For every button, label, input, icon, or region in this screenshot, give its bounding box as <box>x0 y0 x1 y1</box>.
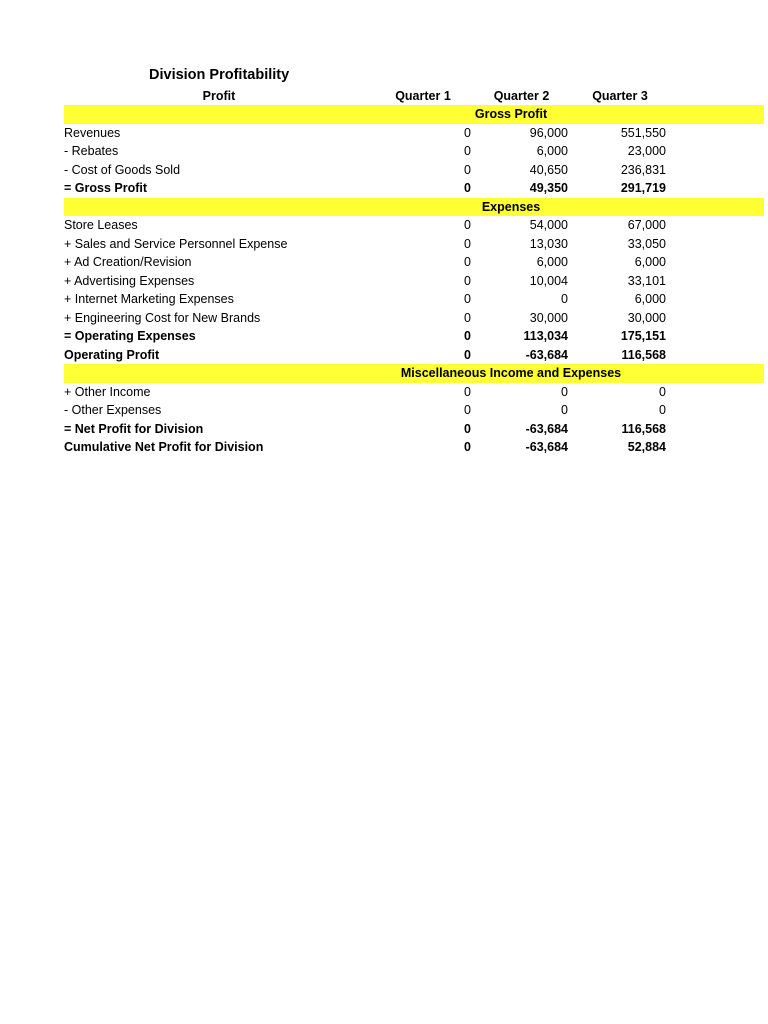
row-label: = Operating Expenses <box>64 329 196 343</box>
cell-q3: 116,568 <box>621 347 666 362</box>
section-label: Miscellaneous Income and Expenses <box>400 366 622 380</box>
cell-q3: 0 <box>659 403 666 417</box>
cell-q1: 0 <box>464 236 471 251</box>
cell-q1: 0 <box>464 329 471 343</box>
table-row <box>64 216 764 235</box>
cell-q2: 6,000 <box>536 255 568 269</box>
row-label: Revenues <box>64 125 121 140</box>
cell-q3: 33,101 <box>627 273 666 288</box>
cell-q1: 0 <box>464 440 471 454</box>
cell-q3: 30,000 <box>627 310 666 325</box>
row-label: Store Leases <box>64 218 138 232</box>
cell-q1: 0 <box>464 162 471 177</box>
cell-q2: 6,000 <box>536 144 568 158</box>
profit-table <box>64 105 764 457</box>
cell-q1: 0 <box>464 403 471 417</box>
cell-q2: 96,000 <box>529 125 568 140</box>
cell-q3: 236,831 <box>620 162 666 177</box>
cell-q1: 0 <box>464 347 471 362</box>
cell-q1: 0 <box>464 181 471 195</box>
row-label: - Other Expenses <box>64 403 162 417</box>
cell-q2: -63,684 <box>525 421 568 436</box>
cell-q1: 0 <box>464 310 471 325</box>
cell-q2: 0 <box>561 292 568 306</box>
column-header-quarter-1: Quarter 1 <box>395 89 451 103</box>
column-header-quarter-2: Quarter 2 <box>493 89 550 103</box>
cell-q3: 6,000 <box>634 292 666 306</box>
row-label: Operating Profit <box>64 347 160 362</box>
table-row <box>64 142 764 161</box>
cell-q1: 0 <box>464 273 471 288</box>
table-row <box>64 438 764 457</box>
table-row <box>64 235 764 254</box>
cell-q3: 116,568 <box>621 421 666 436</box>
cell-q1: 0 <box>464 255 471 269</box>
table-row <box>64 327 764 346</box>
cell-q3: 551,550 <box>620 125 666 140</box>
table-row <box>64 420 764 439</box>
cell-q2: -63,684 <box>525 440 568 454</box>
section-header-row <box>64 198 764 217</box>
table-row <box>64 383 764 402</box>
cell-q2: 40,650 <box>529 162 568 177</box>
row-label: - Rebates <box>64 144 119 158</box>
report-title: Division Profitability <box>149 67 290 83</box>
table-row <box>64 253 764 272</box>
row-label: Cumulative Net Profit for Division <box>64 440 264 454</box>
cell-q1: 0 <box>464 384 471 399</box>
cell-q3: 291,719 <box>620 181 666 195</box>
section-header-row <box>64 105 764 124</box>
row-label: - Cost of Goods Sold <box>64 162 181 177</box>
table-row <box>64 272 764 291</box>
cell-q2: 54,000 <box>529 218 568 232</box>
cell-q3: 0 <box>659 384 666 399</box>
row-label: + Sales and Service Personnel Expense <box>64 236 288 251</box>
cell-q2: 10,004 <box>529 273 568 288</box>
table-row <box>64 401 764 420</box>
table-row <box>64 161 764 180</box>
cell-q3: 175,151 <box>620 329 666 343</box>
cell-q3: 33,050 <box>627 236 666 251</box>
table-row <box>64 309 764 328</box>
table-row <box>64 290 764 309</box>
cell-q1: 0 <box>464 125 471 140</box>
row-label: = Net Profit for Division <box>64 421 204 436</box>
cell-q3: 6,000 <box>634 255 666 269</box>
section-label: Expenses <box>481 199 541 214</box>
cell-q2: 30,000 <box>529 310 568 325</box>
row-label: + Other Income <box>64 384 151 399</box>
table-row <box>64 346 764 365</box>
row-label: + Engineering Cost for New Brands <box>64 310 261 325</box>
section-label: Gross Profit <box>474 107 548 121</box>
cell-q2: 49,350 <box>529 181 568 195</box>
cell-q2: 13,030 <box>529 236 568 251</box>
cell-q3: 67,000 <box>627 218 666 232</box>
cell-q1: 0 <box>464 218 471 232</box>
cell-q1: 0 <box>464 144 471 158</box>
cell-q2: -63,684 <box>525 347 568 362</box>
column-header-profit: Profit <box>202 89 236 103</box>
cell-q2: 0 <box>561 384 568 399</box>
column-header-quarter-3: Quarter 3 <box>592 89 648 103</box>
cell-q2: 113,034 <box>523 329 568 343</box>
row-label: = Gross Profit <box>64 181 148 195</box>
table-row <box>64 179 764 198</box>
table-row <box>64 124 764 143</box>
section-header-row <box>64 364 764 383</box>
cell-q3: 52,884 <box>627 440 666 454</box>
cell-q1: 0 <box>464 421 471 436</box>
cell-q3: 23,000 <box>627 144 666 158</box>
row-label: + Internet Marketing Expenses <box>64 292 234 306</box>
cell-q1: 0 <box>464 292 471 306</box>
row-label: + Advertising Expenses <box>64 273 195 288</box>
cell-q2: 0 <box>561 403 568 417</box>
row-label: + Ad Creation/Revision <box>64 255 192 269</box>
